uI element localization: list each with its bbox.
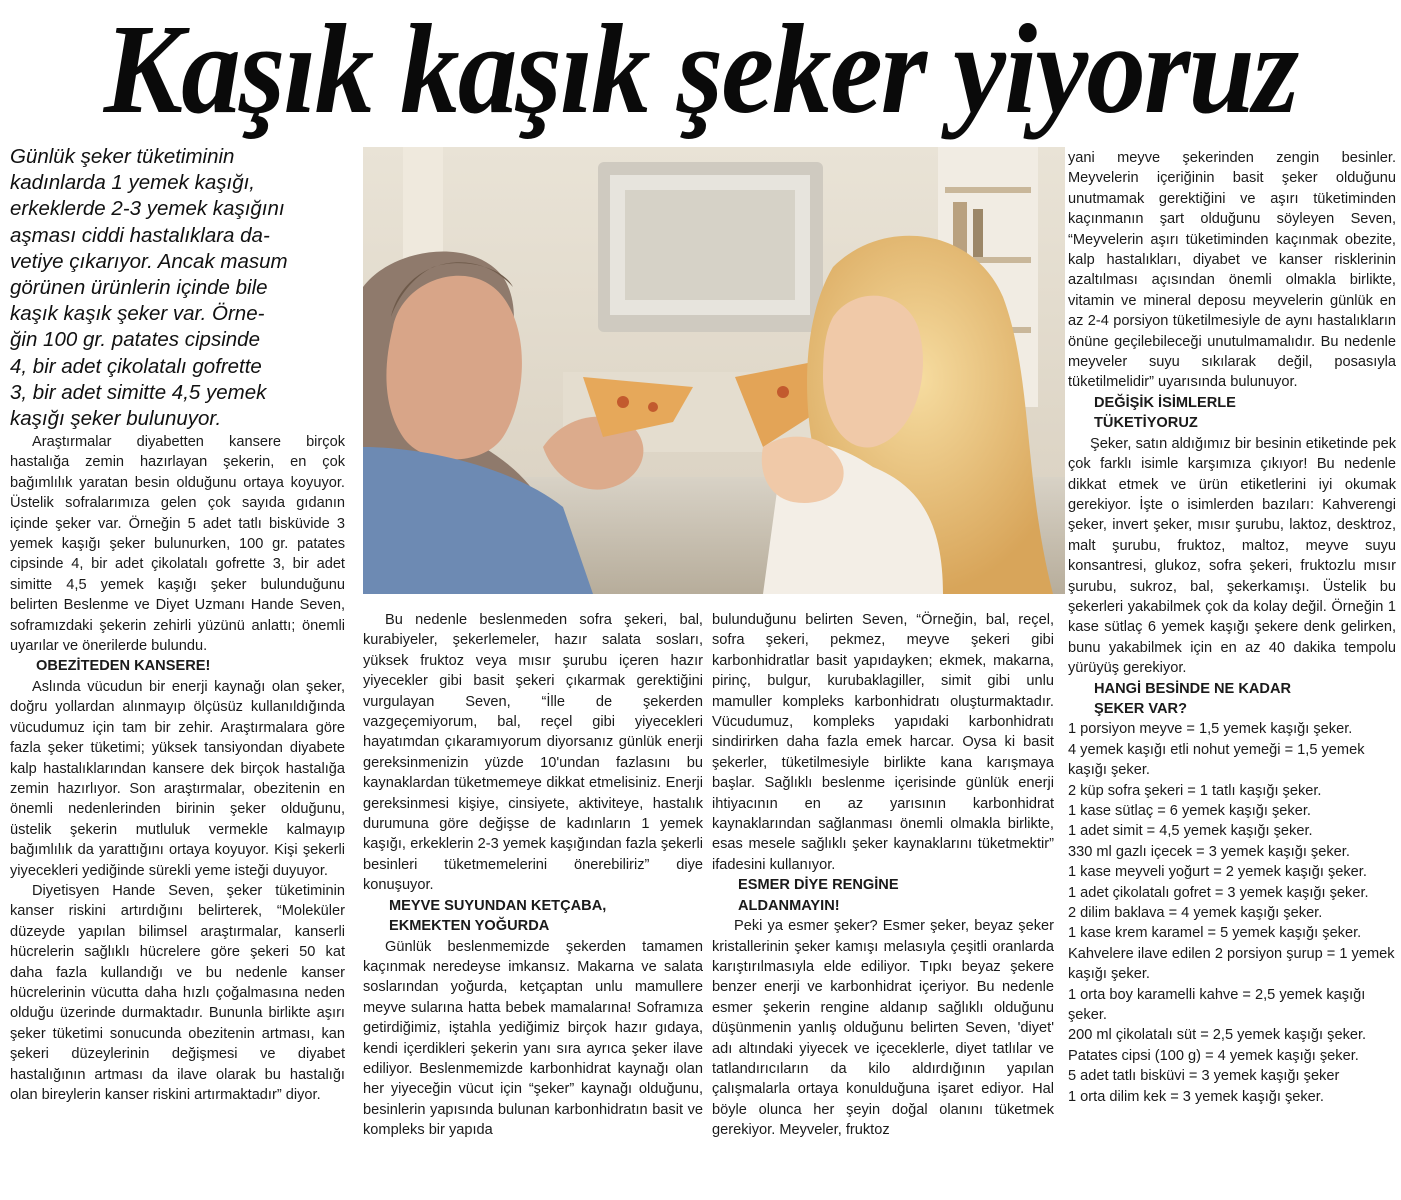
headline: Kaşık kaşık şeker yiyoruz xyxy=(103,0,1298,140)
lead-line: kaşık kaşık şeker var. Örne- xyxy=(10,302,265,326)
subheading-line: MEYVE SUYUNDAN KETÇABA, xyxy=(389,897,607,914)
article-column-1 xyxy=(10,432,345,1105)
subheading-line: EKMEKTEN YOĞURDA xyxy=(389,918,550,935)
sugar-list-item: 200 ml çikolatalı süt = 2,5 yemek kaşığı şeker. xyxy=(1068,1027,1367,1044)
subheading-line: ALDANMAYIN! xyxy=(738,897,840,914)
sugar-list-item: 1 adet çikolatalı gofret = 3 yemek kaşığı şeker. xyxy=(1068,884,1369,901)
lead-line: kaşığı şeker bulunuyor. xyxy=(10,407,222,431)
lead-line: 3, bir adet simitte 4,5 yemek xyxy=(10,380,267,404)
sugar-list-item: 1 kase meyveli yoğurt = 2 yemek kaşığı şeker. xyxy=(1068,864,1367,881)
sugar-list-item: 2 dilim baklava = 4 yemek kaşığı şeker. xyxy=(1068,905,1323,922)
sugar-list-item: 4 yemek kaşığı etli nohut yemeği = 1,5 yemek kaşığı şeker. xyxy=(1068,741,1365,779)
subheading-line: TÜKETİYORUZ xyxy=(1094,415,1198,432)
body-paragraph: Diyetisyen Hande Seven, şeker tüketiminin kanser riskini artırdığını belirterek, “Moleküler düzeyde yapılan bilimsel araştırmalar, kanserli hücrelerin sağlıklı hücrelere göre şekeri 50 kat daha fazla kullandığı ve bu nedenle kanser hücrelerinin vücutta daha hızlı çoğalmasına neden olduğu üzerinde durmaktadır. Bununla birlikte aşırı şeker tüketimi sonucunda obezitenin artması, kan şekeri düzeylerinin değişmesi ve diyabet hastalığının artması da ilave olarak bu hastalığı olan bireylerin kanser riskini artırmaktadır” diyor. xyxy=(10,882,345,1103)
sugar-list-item: 1 orta boy karamelli kahve = 2,5 yemek kaşığı şeker. xyxy=(1068,986,1366,1024)
subheading-hangi-besin xyxy=(1068,679,1396,720)
lead-line: görünen ürünlerin içinde bile xyxy=(10,276,268,300)
lead-paragraph xyxy=(10,144,350,432)
body-paragraph: Günlük beslenmemizde şekerden tamamen kaçınmak neredeyse imkansız. Makarna ve salata soslarından yoğurda, ketçaptan unlu mamullere meyve sularına hatta bebek mamalarına! Soframıza getirdiğimiz, iştahla yediğimiz birçok hazır gıdaya, kendi içerdikleri şekerin yanı sıra ayrıca şeker ilave ediliyor. Beslenmemizde karbonhidrat kaynağı olan her yiyeceğin vücut için “şeker” kaynağı olduğunu, besinlerin yapısında bulunan karbonhidratın basit ve kompleks bir yapıda xyxy=(363,938,703,1139)
body-paragraph: Araştırmalar diyabetten kansere birçok hastalığa zemin hazırlayan şekerin, en çok bağımlılık yaratan besin olduğunu ortaya koyuyor. Üstelik sofralarımıza gelen çok sayıda gıdanın içinde şeker var. Örneğin 5 adet tatlı bisküvide 3 yemek kaşığı şeker bulunurken, 100 gr. patates cipsinde 4, bir adet çikolatalı gofrette 3, bir adet simitte 4,5 yemek kaşığı şeker bulunduğunu belirten Beslenme ve Diyet Uzmanı Hande Seven, soframızdaki şekerin zehirli yüzünü anlattı; önemli uyarılar ve önerilerde bulundu. xyxy=(10,434,345,655)
body-paragraph: Şeker, satın aldığımız bir besinin etiketinde pek çok farklı isimle karşımıza çıkıyor! Bu nedenle dikkat etmek ve ürün etiketlerini iyi okumak gerekiyor. İşte o isimlerden bazıları: Kahverengi şeker, invert şeker, mısır şurubu, laktoz, desktroz, malt şurubu, fruktoz, maltoz, meyve suyu konsantresi, glukoz, sofra şekeri, fruktozlu mısır şurubu, sukroz, bal, şekerkamışı. Üstelik bu şekerleri yakabilmek çok da kolay değil. Örneğin 1 kase sütlaç 6 yemek kaşığı şekere denk gelirken, bunu yakabilmek için en az 40 dakika tempolu yürüyüş gerekiyor. xyxy=(1068,435,1396,677)
subheading-line: HANGİ BESİNDE NE KADAR xyxy=(1094,680,1292,697)
subheading-isimler xyxy=(1068,393,1396,434)
lead-line: Günlük şeker tüketiminin xyxy=(10,145,235,168)
sugar-list-item: 1 orta dilim kek = 3 yemek kaşığı şeker. xyxy=(1068,1088,1324,1105)
article-column-4 xyxy=(1068,148,1396,1107)
subheading-line: ESMER DİYE RENGİNE xyxy=(738,877,899,894)
body-paragraph: Bu nedenle beslenmeden sofra şekeri, bal, kurabiyeler, şekerlemeler, hazır salata sosları, yüksek fruktoz veya mısır şurubu içeren hazır yiyecekler gibi basit şekeri çıkarmak gerektiğini vurgulayan Seven, “İlle de şekerden vazgeçemiyorum, bal, reçel gibi yiyecekleri hayatımdan çıkaramıyorum diyorsanız günlük enerji gereksinmenizin yüzde 10'undan fazlasını bu kaynaklardan tüketmemeye dikkat etmelisiniz. Enerji gereksinmesi kişiye, cinsiyete, aktiviteye, hastalık durumuna göre değişse de kadınların 1 yemek kaşığı, erkeklerin 2-3 yemek kaşığından fazla şekerli besinleri tüketmemelerini önerebiliriz” diye konuşuyor. xyxy=(363,612,703,894)
body-paragraph: Aslında vücudun bir enerji kaynağı olan şeker, doğru yollardan alınmayıp ölçüsüz kullanıldığında vücudumuz için tam bir zehir. Araştırmalara göre fazla şeker tüketimi; yüksek tansiyondan diyabete kalp hastalıklarından kansere dek birçok hastalığa zemin hazırlıyor. Son araştırmalar, obezitenin en önemli nedenlerinden birinin şeker olduğunu, üstelik şekerin mutluluk vermekle kalmayıp bağımlılık da yarattığını ortaya koyuyor. Kişi şekerli yiyecekleri yediğinde sürekli yeme isteği duyuyor. xyxy=(10,678,345,879)
sugar-list-item: Patates cipsi (100 g) = 4 yemek kaşığı şeker. xyxy=(1068,1047,1359,1064)
sugar-list-item: 1 porsiyon meyve = 1,5 yemek kaşığı şeker. xyxy=(1068,721,1353,738)
lead-line: 4, bir adet çikolatalı gofrette xyxy=(10,354,262,378)
lead-line: ğin 100 gr. patates cipsinde xyxy=(10,328,260,352)
subheading-obezite: OBEZİTEDEN KANSERE! xyxy=(36,658,211,675)
body-paragraph: Peki ya esmer şeker? Esmer şeker, beyaz şeker kristallerinin şeker kamışı melasıyla çeşitli oranlarda karıştırılmasıyla elde ediliyor. Tıpkı beyaz şekere benzer enerji ve karbonhidrat içeriyor. Bu nedenle esmer şekerin rengine aldanıp sağlıklı olduğunu düşünmenin yanlış olduğunu belirten Seven, 'diyet' adı altındaki yiyecek ve içeceklerle, diyet tatlılar ve tatlandırıcıların da kilo aldırdığının yapılan çalışmalarla ortaya konulduğuna işaret ediyor. Hal böyle olunca her şeyin doğal olanını tüketmek gerekiyor. Meyveler, fruktoz xyxy=(712,918,1054,1139)
sugar-list-item: 1 kase sütlaç = 6 yemek kaşığı şeker. xyxy=(1068,803,1311,819)
subheading-meyve-suyu xyxy=(363,896,703,937)
sugar-list-item: Kahvelere ilave edilen 2 porsiyon şurup = 1 yemek kaşığı şeker. xyxy=(1068,945,1395,983)
sugar-list-item: 330 ml gazlı içecek = 3 yemek kaşığı şeker. xyxy=(1068,843,1350,860)
sugar-list-item: 1 kase krem karamel = 5 yemek kaşığı şeker. xyxy=(1068,925,1362,942)
lead-line: kadınlarda 1 yemek kaşığı, xyxy=(10,171,255,195)
lead-line: aşması ciddi hastalıklara da- xyxy=(10,223,270,247)
subheading-esmer xyxy=(712,875,1054,916)
couple-eating-pizza-photo xyxy=(363,147,1065,594)
body-paragraph: bulunduğunu belirten Seven, “Örneğin, bal, reçel, sofra şekeri, pekmez, meyve şekeri gibi karbonhidratlar basit yapıdayken; ekmek, makarna, pirinç, bulgur, kurubaklagiller, simit gibi unlu mamuller kompleks karbonhidratı oluşturmaktadır. Vücudumuz, kompleks yapıdaki karbonhidratı sindirirken daha fazla emek harcar. Oysa ki basit şekerler, tüketilmesiyle birlikte kana karışmaya başlar. Sağlıklı beslenme içerisinde günlük enerji ihtiyacının en az yarısının karbonhidrat kaynaklarından sağlanması önemli olmakla birlikte, esas mesele sağlıklı şeker kaynaklarını tüketmektir” ifadesini kullanıyor. xyxy=(712,612,1054,873)
sugar-list-item: 1 adet simit = 4,5 yemek kaşığı şeker. xyxy=(1068,823,1313,840)
lead-line: vetiye çıkarıyor. Ancak masum xyxy=(10,249,288,273)
article-column-2 xyxy=(363,610,703,1141)
sugar-list-item: 5 adet tatlı bisküvi = 3 yemek kaşığı şeker xyxy=(1068,1068,1340,1085)
sugar-list-item: 2 küp sofra şekeri = 1 tatlı kaşığı şeker. xyxy=(1068,782,1322,799)
article-column-3 xyxy=(712,610,1054,1141)
subheading-line: ŞEKER VAR? xyxy=(1094,700,1187,717)
body-paragraph: yani meyve şekerinden zengin besinler. Meyvelerin içeriğinin basit şeker olduğunu unutmamak gerektiğini ve aşırı tüketiminden kaçınmanın şart olduğunu söyleyen Seven, “Meyvelerin aşırı tüketiminden kaçınmak obezite, kalp hastalıkları, diyabet ve kanser risklerinin azaltılması açısından önemli olmakla birlikte, vitamin ve mineral deposu meyvelerin günlük en az 2-4 porsiyon tüketilmesiyle de aynı hastalıkların önüne geçilebileceği unutulmamalıdır. Bu nedenle meyveler suyu sıkılarak değil, posasıyla tüketilmelidir” uyarısında bulunuyor. xyxy=(1068,150,1396,391)
lead-line: erkeklerde 2-3 yemek kaşığını xyxy=(10,197,285,221)
subheading-line: DEĞİŞİK İSİMLERLE xyxy=(1094,394,1236,411)
